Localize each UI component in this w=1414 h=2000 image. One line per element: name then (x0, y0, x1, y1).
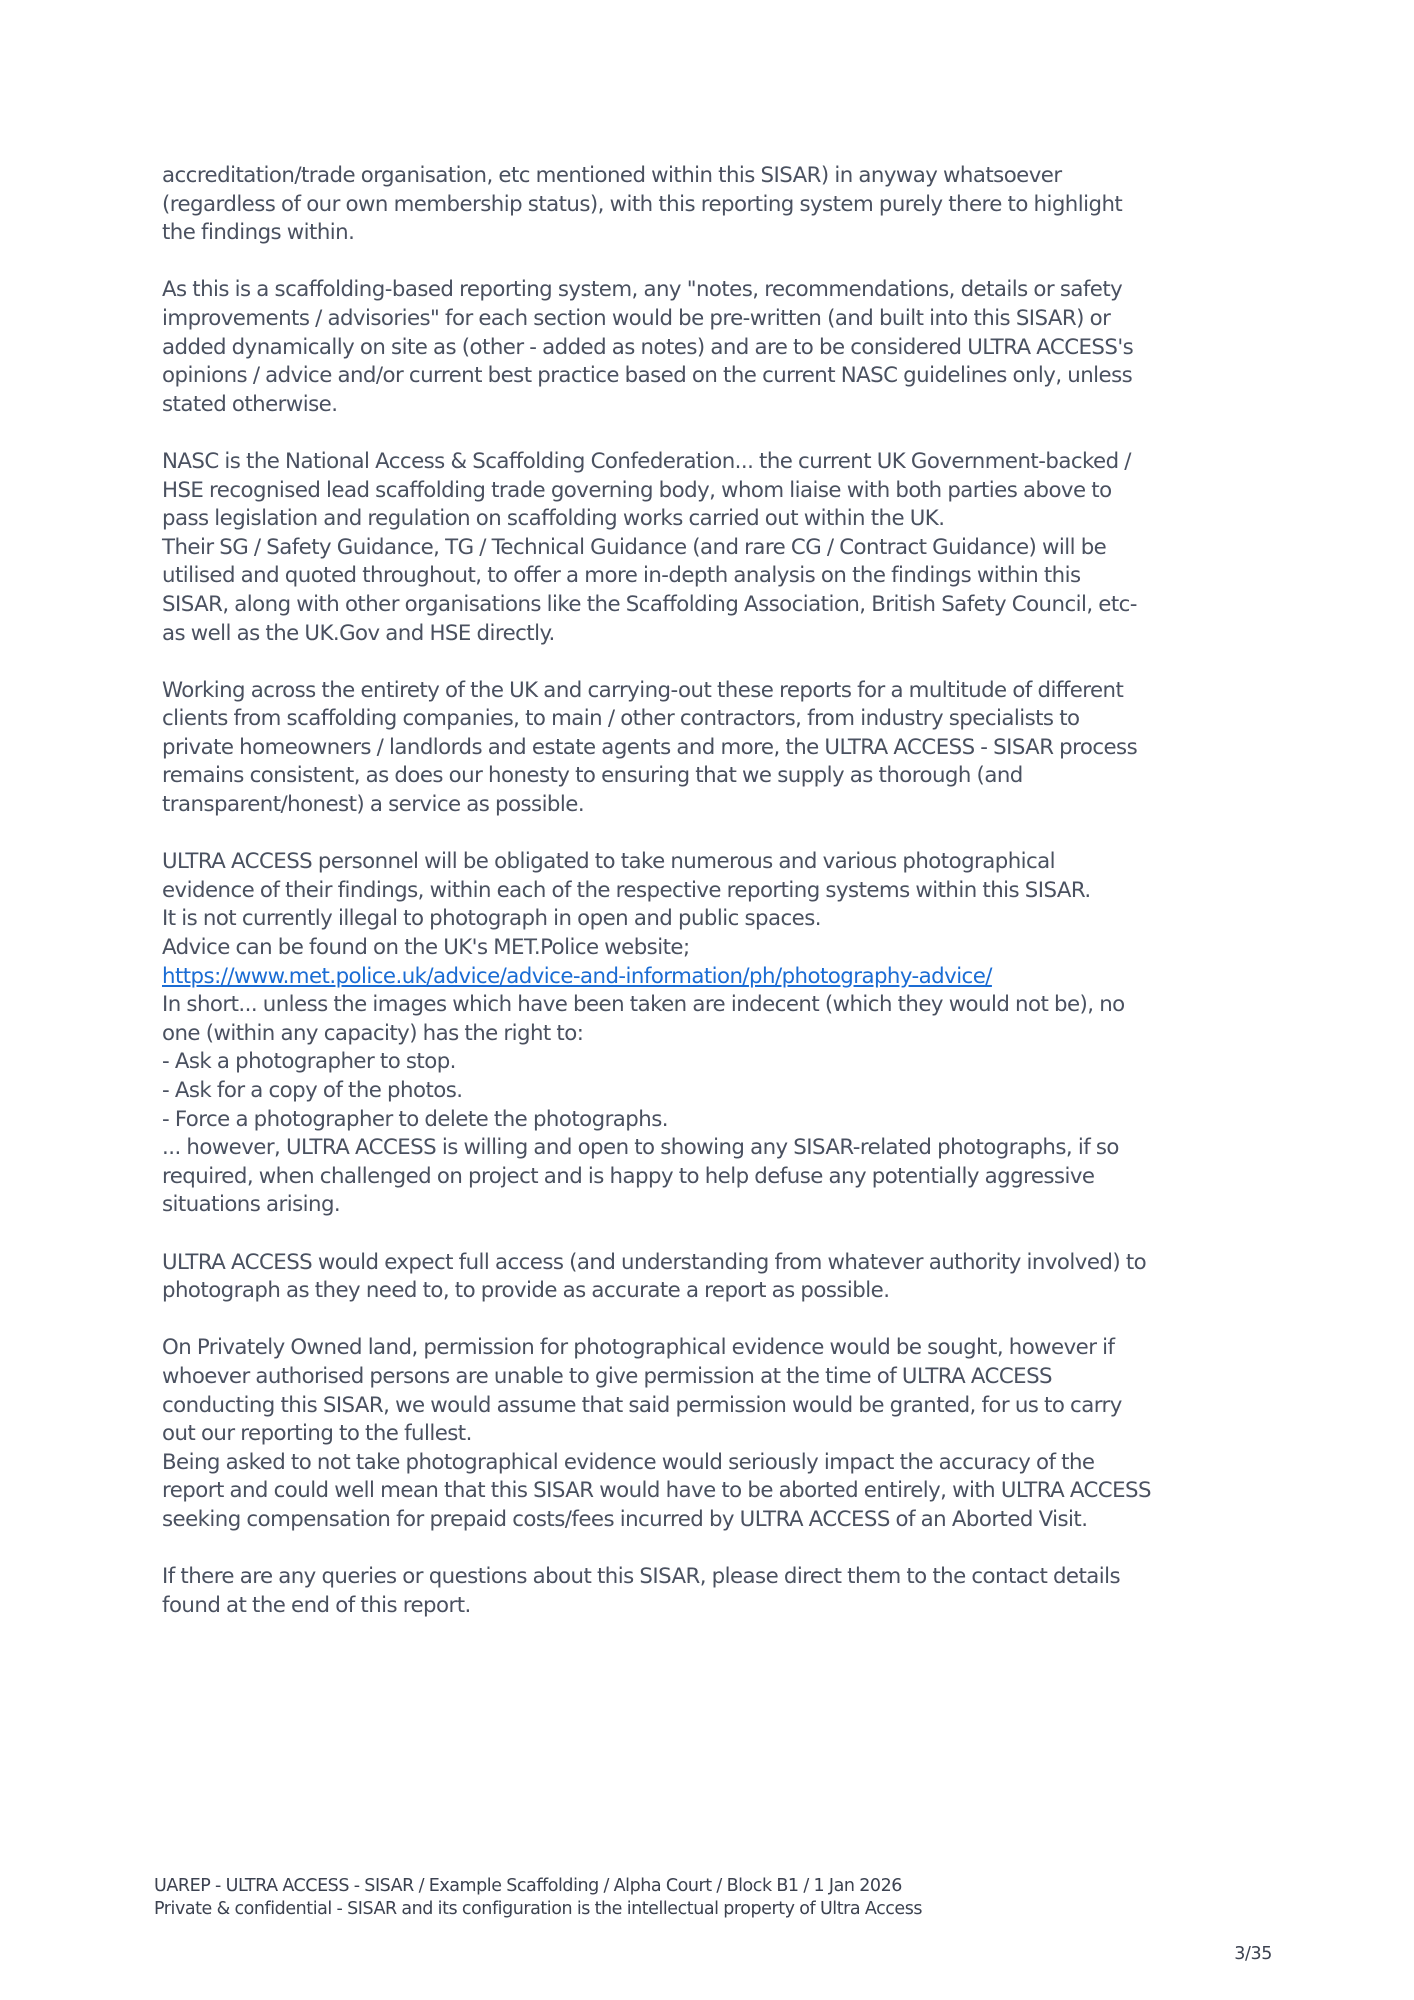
text-line: photograph as they need to, to provide as accurate a report as possible. (162, 1278, 890, 1304)
text-line: improvements / advisories" for each section would be pre-written (and built into this SISAR) or (162, 305, 1111, 331)
text-line: HSE recognised lead scaffolding trade governing body, whom liaise with both parties above to (162, 477, 1112, 503)
text-line: NASC is the National Access & Scaffolding Confederation... the current UK Government-backed / (162, 448, 1131, 474)
text-line: Being asked to not take photographical evidence would seriously impact the accuracy of the (162, 1449, 1095, 1475)
footer-report-reference: UAREP - ULTRA ACCESS - SISAR / Example Scaffolding / Alpha Court / Block B1 / 1 Jan 2026 (154, 1876, 902, 1896)
text-line: one (within any capacity) has the right to: (162, 1020, 584, 1046)
text-line: whoever authorised persons are unable to give permission at the time of ULTRA ACCESS (162, 1363, 1053, 1389)
text-line: On Privately Owned land, permission for photographical evidence would be sought, however if (162, 1335, 1115, 1361)
text-line: ULTRA ACCESS personnel will be obligated to take numerous and various photographical (162, 849, 1056, 875)
text-line: As this is a scaffolding-based reporting system, any "notes, recommendations, details or safety (162, 277, 1123, 303)
text-line: ... however, ULTRA ACCESS is willing and open to showing any SISAR-related photographs, if so (162, 1135, 1119, 1161)
list-item: - Ask a photographer to stop. (162, 1049, 456, 1075)
paragraph-membership-disclaimer (162, 162, 1272, 248)
paragraph-full-access (162, 1249, 1272, 1306)
page-number: 3/35 (1234, 1944, 1272, 1964)
text-line: (regardless of our own membership status), with this reporting system purely there to highlight (162, 191, 1123, 217)
text-line: In short... unless the images which have been taken are indecent (which they would not be), no (162, 992, 1125, 1018)
paragraph-uk-coverage (162, 677, 1272, 820)
text-line: seeking compensation for prepaid costs/fees incurred by ULTRA ACCESS of an Aborted Visit. (162, 1506, 1088, 1532)
text-line: If there are any queries or questions about this SISAR, please direct them to the contact details (162, 1564, 1121, 1590)
text-line: private homeowners / landlords and estate agents and more, the ULTRA ACCESS - SISAR process (162, 734, 1138, 760)
text-line: the findings within. (162, 220, 355, 246)
text-line: opinions / advice and/or current best practice based on the current NASC guidelines only, unless (162, 363, 1133, 389)
text-line: situations arising. (162, 1192, 341, 1218)
paragraph-queries (162, 1563, 1272, 1620)
text-line: found at the end of this report. (162, 1592, 471, 1618)
text-line: evidence of their findings, within each of the respective reporting systems within this SISAR. (162, 877, 1091, 903)
text-line: Advice can be found on the UK's MET.Police website; (162, 935, 690, 961)
text-line: Their SG / Safety Guidance, TG / Technical Guidance (and rare CG / Contract Guidance) will be (162, 534, 1107, 560)
paragraph-private-land (162, 1334, 1272, 1534)
paragraph-nasc (162, 448, 1272, 648)
text-line: Working across the entirety of the UK and carrying-out these reports for a multitude of different (162, 677, 1124, 703)
text-line: report and could well mean that this SISAR would have to be aborted entirely, with ULTRA ACCESS (162, 1478, 1151, 1504)
text-line: ULTRA ACCESS would expect full access (and understanding from whatever authority involved) to (162, 1249, 1147, 1275)
text-line: out our reporting to the fullest. (162, 1421, 472, 1447)
footer-confidentiality-notice: Private & confidential - SISAR and its configuration is the intellectual property of Ultra Access (154, 1898, 923, 1919)
text-line: remains consistent, as does our honesty to ensuring that we supply as thorough (and (162, 763, 1023, 789)
text-line: SISAR, along with other organisations like the Scaffolding Association, British Safety Council, etc- (162, 591, 1137, 617)
list-item: - Force a photographer to delete the photographs. (162, 1106, 668, 1132)
text-line: as well as the UK.Gov and HSE directly. (162, 620, 555, 646)
document-body (162, 162, 1272, 1649)
paragraph-reporting-system (162, 276, 1272, 419)
paragraph-photography (162, 848, 1272, 1220)
met-police-photography-advice-link[interactable]: https://www.met.police.uk/advice/advice-and-information/ph/photography-advice/ (162, 963, 992, 989)
text-line: It is not currently illegal to photograph in open and public spaces. (162, 906, 821, 932)
text-line: transparent/honest) a service as possible. (162, 792, 585, 818)
text-line: required, when challenged on project and is happy to help defuse any potentially aggressive (162, 1163, 1095, 1189)
text-line: accreditation/trade organisation, etc mentioned within this SISAR) in anyway whatsoever (162, 163, 1062, 188)
text-line: pass legislation and regulation on scaffolding works carried out within the UK. (162, 506, 945, 532)
text-line: clients from scaffolding companies, to main / other contractors, from industry specialists to (162, 706, 1080, 732)
list-item: - Ask for a copy of the photos. (162, 1078, 463, 1103)
text-line: added dynamically on site as (other - added as notes) and are to be considered ULTRA ACCESS's (162, 334, 1134, 360)
page-footer (154, 1875, 922, 1920)
text-line: conducting this SISAR, we would assume that said permission would be granted, for us to carry (162, 1392, 1122, 1418)
text-line: stated otherwise. (162, 391, 338, 417)
text-line: utilised and quoted throughout, to offer a more in-depth analysis on the findings within this (162, 563, 1081, 589)
